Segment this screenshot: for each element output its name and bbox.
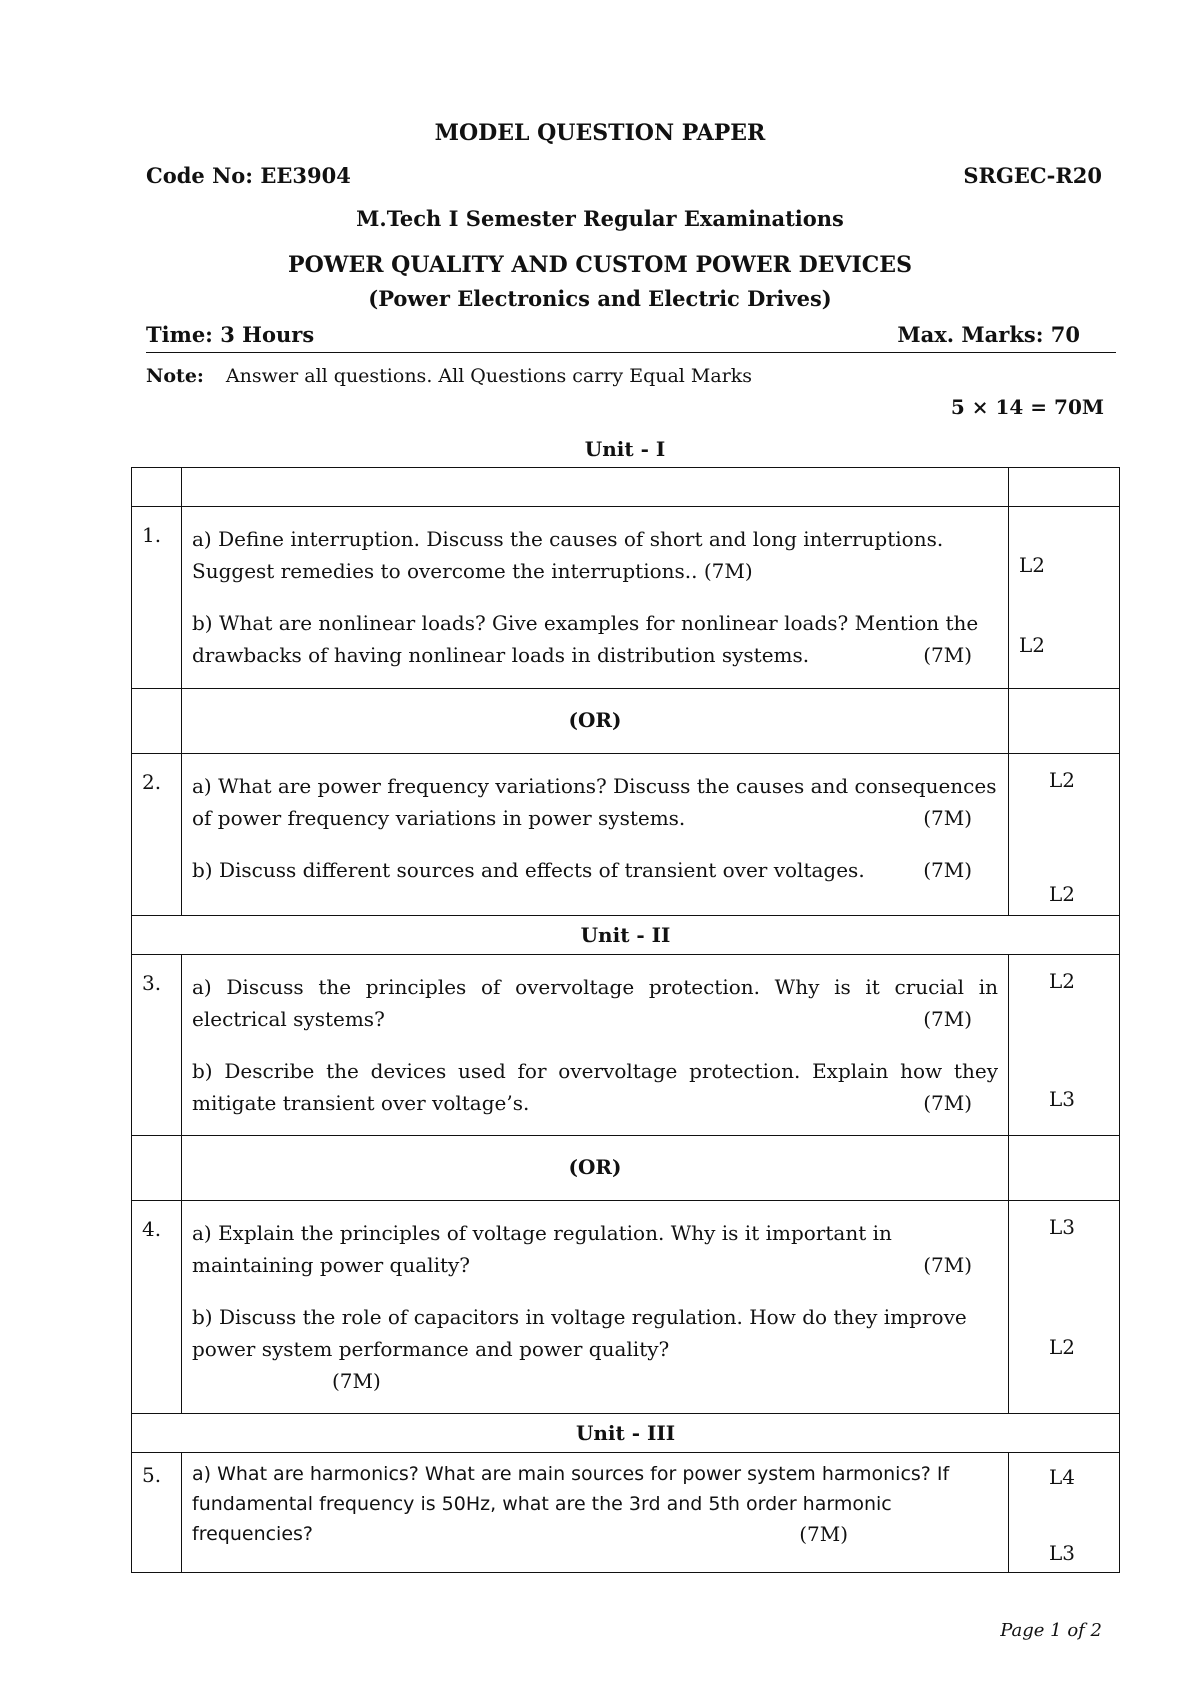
question-text bbox=[182, 754, 1009, 916]
exam-time: Time: 3 Hours bbox=[146, 322, 315, 347]
marks-label: (7M) bbox=[923, 1091, 972, 1115]
level-cell bbox=[1009, 1201, 1120, 1414]
code-row bbox=[146, 163, 1102, 188]
question-part-a: a) Discuss the principles of overvoltage protection. Why is it crucial in electrical systems? (7M) bbox=[192, 971, 998, 1035]
marks-label: (7M) bbox=[799, 1522, 848, 1546]
question-part-b: b) Describe the devices used for overvoltage protection. Explain how they mitigate transient over voltage’s. (7M) bbox=[192, 1055, 998, 1119]
level-label: L2 bbox=[1019, 553, 1046, 577]
question-number: 5. bbox=[132, 1453, 182, 1573]
unit-row bbox=[132, 1414, 1120, 1453]
or-row bbox=[132, 689, 1120, 754]
level-label: L2 bbox=[1049, 1335, 1076, 1359]
unit-heading-2: Unit - II bbox=[132, 916, 1120, 955]
question-text bbox=[182, 1201, 1009, 1414]
level-cell bbox=[1009, 507, 1120, 689]
or-label: (OR) bbox=[182, 689, 1009, 754]
question-text bbox=[182, 955, 1009, 1136]
question-part-a: a) What are power frequency variations? Discuss the causes and consequences of power frequency variations in power systems. (7M) bbox=[192, 770, 998, 834]
marks-label: (7M) bbox=[923, 1253, 972, 1277]
table-row bbox=[132, 754, 1120, 916]
unit-heading-3: Unit - III bbox=[132, 1414, 1120, 1453]
marks-label: (7M) bbox=[923, 643, 972, 667]
level-label: L3 bbox=[1049, 1215, 1076, 1239]
question-part-b: b) Discuss different sources and effects of transient over voltages. (7M) bbox=[192, 854, 998, 886]
question-part-a: a) Explain the principles of voltage regulation. Why is it important in maintaining power quality? (7M) bbox=[192, 1217, 998, 1281]
exam-title: M.Tech I Semester Regular Examinations bbox=[356, 206, 844, 231]
question-number: 4. bbox=[132, 1201, 182, 1414]
table-row bbox=[132, 1201, 1120, 1414]
level-cell bbox=[1009, 1453, 1120, 1573]
marks-scheme: 5 × 14 = 70M bbox=[950, 395, 1104, 419]
branch-title: (Power Electronics and Electric Drives) bbox=[368, 286, 832, 311]
question-table bbox=[131, 467, 1120, 1573]
question-part-b: b) What are nonlinear loads? Give examples for nonlinear loads? Mention the drawbacks of having nonlinear loads in distribution systems. (7M) bbox=[192, 607, 998, 671]
question-part-b: b) Discuss the role of capacitors in voltage regulation. How do they improve power system performance and power quality? (7M) bbox=[192, 1305, 967, 1393]
level-label: L2 bbox=[1049, 969, 1076, 993]
or-row bbox=[132, 1136, 1120, 1201]
page-number: Page 1 of 2 bbox=[1000, 1620, 1102, 1641]
level-label: L4 bbox=[1049, 1465, 1076, 1489]
question-number: 2. bbox=[132, 754, 182, 916]
time-marks-row bbox=[146, 322, 1116, 353]
max-marks: Max. Marks: 70 bbox=[897, 322, 1080, 347]
level-label: L3 bbox=[1049, 1087, 1076, 1111]
unit-heading-1: Unit - I bbox=[584, 437, 666, 461]
level-label: L3 bbox=[1049, 1541, 1076, 1565]
marks-label: (7M) bbox=[923, 806, 972, 830]
doc-title: MODEL QUESTION PAPER bbox=[434, 120, 766, 146]
table-header-row bbox=[132, 468, 1120, 507]
note-label: Note: bbox=[146, 365, 204, 387]
or-label: (OR) bbox=[182, 1136, 1009, 1201]
level-cell bbox=[1009, 955, 1120, 1136]
marks-label: (7M) bbox=[923, 1007, 972, 1031]
note-text: Answer all questions. All Questions carry Equal Marks bbox=[225, 365, 753, 387]
question-number: 1. bbox=[132, 507, 182, 689]
question-part-a: a) Define interruption. Discuss the causes of short and long interruptions. Suggest remedies to overcome the interruptions.. (7M) bbox=[192, 527, 944, 583]
level-cell bbox=[1009, 754, 1120, 916]
level-label: L2 bbox=[1019, 633, 1046, 657]
question-text bbox=[182, 507, 1009, 689]
subject-title: POWER QUALITY AND CUSTOM POWER DEVICES bbox=[288, 252, 912, 278]
marks-label: (7M) bbox=[332, 1369, 381, 1393]
level-label: L2 bbox=[1049, 768, 1076, 792]
marks-label: (7M) bbox=[923, 858, 972, 882]
note bbox=[146, 365, 752, 387]
marks-label: (7M) bbox=[703, 559, 753, 583]
unit-row bbox=[132, 916, 1120, 955]
question-text bbox=[182, 1453, 1009, 1573]
level-label: L2 bbox=[1049, 882, 1076, 906]
question-number: 3. bbox=[132, 955, 182, 1136]
table-row bbox=[132, 507, 1120, 689]
regulation-code: SRGEC-R20 bbox=[963, 163, 1102, 188]
table-row bbox=[132, 1453, 1120, 1573]
code-number: Code No: EE3904 bbox=[146, 163, 351, 188]
question-part-a: a) What are harmonics? What are main sources for power system harmonics? If fundamental frequency is 50Hz, what are the 3rd and 5th order harmonic frequencies? (7M) bbox=[192, 1459, 998, 1549]
table-row bbox=[132, 955, 1120, 1136]
